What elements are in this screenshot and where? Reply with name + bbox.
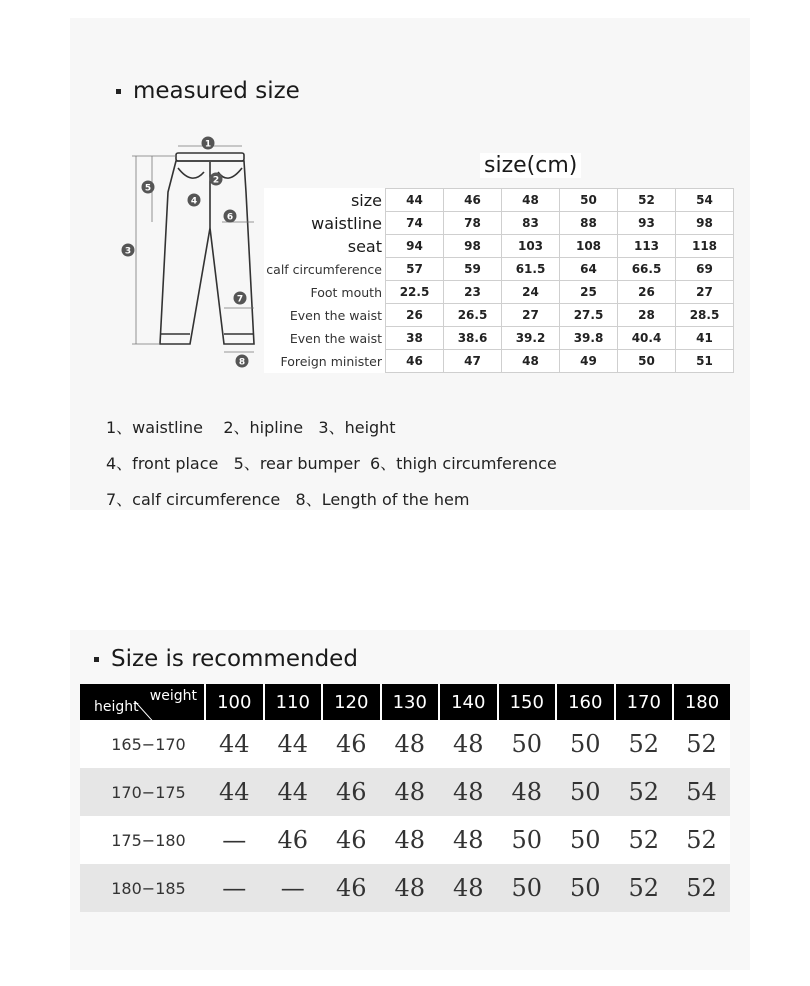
marker-label: 2 — [212, 175, 220, 186]
height-range-label: 165−170 — [80, 720, 205, 768]
marker-label: 8 — [238, 357, 246, 368]
measurement-table-body — [264, 189, 734, 373]
measurement-cell: 98 — [444, 235, 502, 258]
marker-8 — [236, 355, 249, 368]
recommended-size-cell: 50 — [498, 816, 557, 864]
measurement-row — [264, 258, 734, 281]
measurement-cell: 78 — [444, 212, 502, 235]
marker-label: 1 — [204, 139, 212, 150]
recommended-size-cell: 46 — [322, 816, 381, 864]
legend-line-3: 7、calf circumference 8、Length of the hem — [106, 490, 470, 509]
measurement-cell: 57 — [386, 258, 444, 281]
measurement-table — [264, 188, 734, 373]
recommendation-row — [80, 720, 730, 768]
measurement-cell: 22.5 — [386, 281, 444, 304]
measurement-cell: 48 — [502, 189, 560, 212]
measurement-row — [264, 212, 734, 235]
recommended-size-cell: 46 — [322, 720, 381, 768]
measurement-cell: 27 — [502, 304, 560, 327]
recommended-size-cell: 44 — [205, 720, 264, 768]
measurement-row — [264, 304, 734, 327]
measurement-row — [264, 281, 734, 304]
measurement-cell: 40.4 — [618, 327, 676, 350]
weight-column-header: 180 — [673, 684, 730, 720]
corner-weight-label: weight — [149, 688, 197, 704]
recommended-size-cell: 50 — [556, 864, 615, 912]
measurement-cell: 26.5 — [444, 304, 502, 327]
marker-6 — [224, 210, 237, 223]
measurement-cell: 52 — [618, 189, 676, 212]
row-label: Foot mouth — [264, 281, 386, 304]
measurement-cell: 98 — [676, 212, 734, 235]
recommended-size-cell: 48 — [439, 864, 498, 912]
recommended-size-cell: 48 — [381, 768, 440, 816]
marker-1 — [202, 137, 215, 150]
recommended-size-cell: 52 — [673, 720, 730, 768]
recommended-size-cell: 46 — [322, 768, 381, 816]
recommended-size-cell: 50 — [556, 816, 615, 864]
row-label: Even the waist — [264, 304, 386, 327]
recommended-size-heading — [94, 646, 358, 672]
bullet-icon — [116, 89, 121, 94]
recommended-size-cell: 46 — [264, 816, 323, 864]
measurement-cell: 26 — [386, 304, 444, 327]
measurement-cell: 66.5 — [618, 258, 676, 281]
row-label: calf circumference — [264, 258, 386, 281]
recommended-size-cell: 48 — [439, 720, 498, 768]
recommended-size-cell: 52 — [615, 864, 674, 912]
recommended-size-title: Size is recommended — [111, 646, 358, 672]
height-range-label: 180−185 — [80, 864, 205, 912]
marker-7 — [234, 292, 247, 305]
weight-column-header: 100 — [205, 684, 264, 720]
measurement-cell: 39.2 — [502, 327, 560, 350]
recommended-size-cell: 52 — [615, 768, 674, 816]
recommendation-row — [80, 816, 730, 864]
measurement-cell: 38 — [386, 327, 444, 350]
marker-label: 7 — [236, 294, 244, 305]
measurement-cell: 83 — [502, 212, 560, 235]
weight-column-header: 120 — [322, 684, 381, 720]
legend-line-1: 1、waistline 2、hipline 3、height — [106, 418, 396, 437]
weight-header-row — [80, 684, 730, 720]
recommended-size-cell: 50 — [556, 768, 615, 816]
measurement-cell: 118 — [676, 235, 734, 258]
marker-label: 4 — [190, 196, 198, 207]
recommended-size-cell: 48 — [381, 816, 440, 864]
row-label: waistline — [264, 212, 386, 235]
measurement-cell: 74 — [386, 212, 444, 235]
row-label: Even the waist — [264, 327, 386, 350]
recommended-size-cell: 50 — [498, 864, 557, 912]
measurement-cell: 25 — [560, 281, 618, 304]
measurement-cell: 50 — [560, 189, 618, 212]
recommended-size-cell: 52 — [615, 720, 674, 768]
measurement-cell: 46 — [444, 189, 502, 212]
recommended-size-cell: 52 — [673, 816, 730, 864]
pants-outline — [160, 153, 254, 344]
recommended-size-cell: 48 — [498, 768, 557, 816]
diagram-markers — [122, 137, 249, 368]
weight-column-header: 170 — [615, 684, 674, 720]
measurement-cell: 23 — [444, 281, 502, 304]
row-label: size — [264, 189, 386, 212]
recommended-size-cell: 52 — [615, 816, 674, 864]
weight-column-header: 110 — [264, 684, 323, 720]
measurement-cell: 38.6 — [444, 327, 502, 350]
recommended-size-cell: 48 — [381, 864, 440, 912]
size-header-row — [264, 189, 734, 212]
height-range-label: 170−175 — [80, 768, 205, 816]
measurement-cell: 113 — [618, 235, 676, 258]
recommended-size-cell: 48 — [381, 720, 440, 768]
recommended-size-cell: — — [264, 864, 323, 912]
marker-3 — [122, 244, 135, 257]
measurement-cell: 50 — [618, 350, 676, 373]
recommended-size-cell: 48 — [439, 768, 498, 816]
legend-line-2: 4、front place 5、rear bumper 6、thigh circumference — [106, 454, 557, 473]
measurement-row — [264, 235, 734, 258]
recommended-size-cell: — — [205, 816, 264, 864]
marker-5 — [142, 181, 155, 194]
measurement-cell: 93 — [618, 212, 676, 235]
measurement-cell: 88 — [560, 212, 618, 235]
recommendation-row — [80, 864, 730, 912]
recommended-size-cell: 44 — [205, 768, 264, 816]
measurement-cell: 64 — [560, 258, 618, 281]
weight-column-header: 150 — [498, 684, 557, 720]
measurement-cell: 28 — [618, 304, 676, 327]
row-label: seat — [264, 235, 386, 258]
measurement-cell: 49 — [560, 350, 618, 373]
measurement-cell: 108 — [560, 235, 618, 258]
size-recommendation-table — [80, 684, 730, 912]
measurement-cell: 41 — [676, 327, 734, 350]
recommended-size-cell: 54 — [673, 768, 730, 816]
measurement-cell: 54 — [676, 189, 734, 212]
bullet-icon — [94, 657, 99, 662]
marker-label: 5 — [144, 183, 152, 194]
size-table-title: size(cm) — [480, 153, 581, 178]
recommended-size-cell: 50 — [498, 720, 557, 768]
measurement-row — [264, 327, 734, 350]
measurement-cell: 59 — [444, 258, 502, 281]
recommended-size-cell: 52 — [673, 864, 730, 912]
recommendation-table-body — [80, 720, 730, 912]
measurement-cell: 46 — [386, 350, 444, 373]
weight-column-header: 130 — [381, 684, 440, 720]
measurement-row — [264, 350, 734, 373]
measurement-cell: 27.5 — [560, 304, 618, 327]
measurement-cell: 69 — [676, 258, 734, 281]
measurement-cell: 47 — [444, 350, 502, 373]
recommended-size-cell: 44 — [264, 720, 323, 768]
recommended-size-cell: 50 — [556, 720, 615, 768]
recommended-size-cell: 44 — [264, 768, 323, 816]
measurement-cell: 44 — [386, 189, 444, 212]
marker-4 — [188, 194, 201, 207]
recommended-size-cell: — — [205, 864, 264, 912]
measured-size-title: measured size — [133, 78, 300, 104]
row-label: Foreign minister — [264, 350, 386, 373]
measurement-cell: 26 — [618, 281, 676, 304]
measurement-cell: 28.5 — [676, 304, 734, 327]
measured-size-heading — [116, 78, 300, 104]
recommendation-row — [80, 768, 730, 816]
recommended-size-cell: 46 — [322, 864, 381, 912]
measurement-cell: 39.8 — [560, 327, 618, 350]
measure-guides — [132, 146, 254, 352]
marker-2 — [210, 173, 223, 186]
marker-label: 3 — [124, 246, 132, 257]
weight-column-header: 160 — [556, 684, 615, 720]
height-range-label: 175−180 — [80, 816, 205, 864]
marker-label: 6 — [226, 212, 234, 223]
recommended-size-cell: 48 — [439, 816, 498, 864]
pants-diagram — [112, 132, 268, 374]
corner-height-label: height — [94, 699, 139, 715]
measurement-cell: 103 — [502, 235, 560, 258]
measurement-cell: 27 — [676, 281, 734, 304]
weight-column-header: 140 — [439, 684, 498, 720]
measurement-cell: 24 — [502, 281, 560, 304]
measurement-cell: 61.5 — [502, 258, 560, 281]
measurement-cell: 51 — [676, 350, 734, 373]
height-weight-corner — [80, 684, 205, 720]
measurement-cell: 94 — [386, 235, 444, 258]
measurement-cell: 48 — [502, 350, 560, 373]
